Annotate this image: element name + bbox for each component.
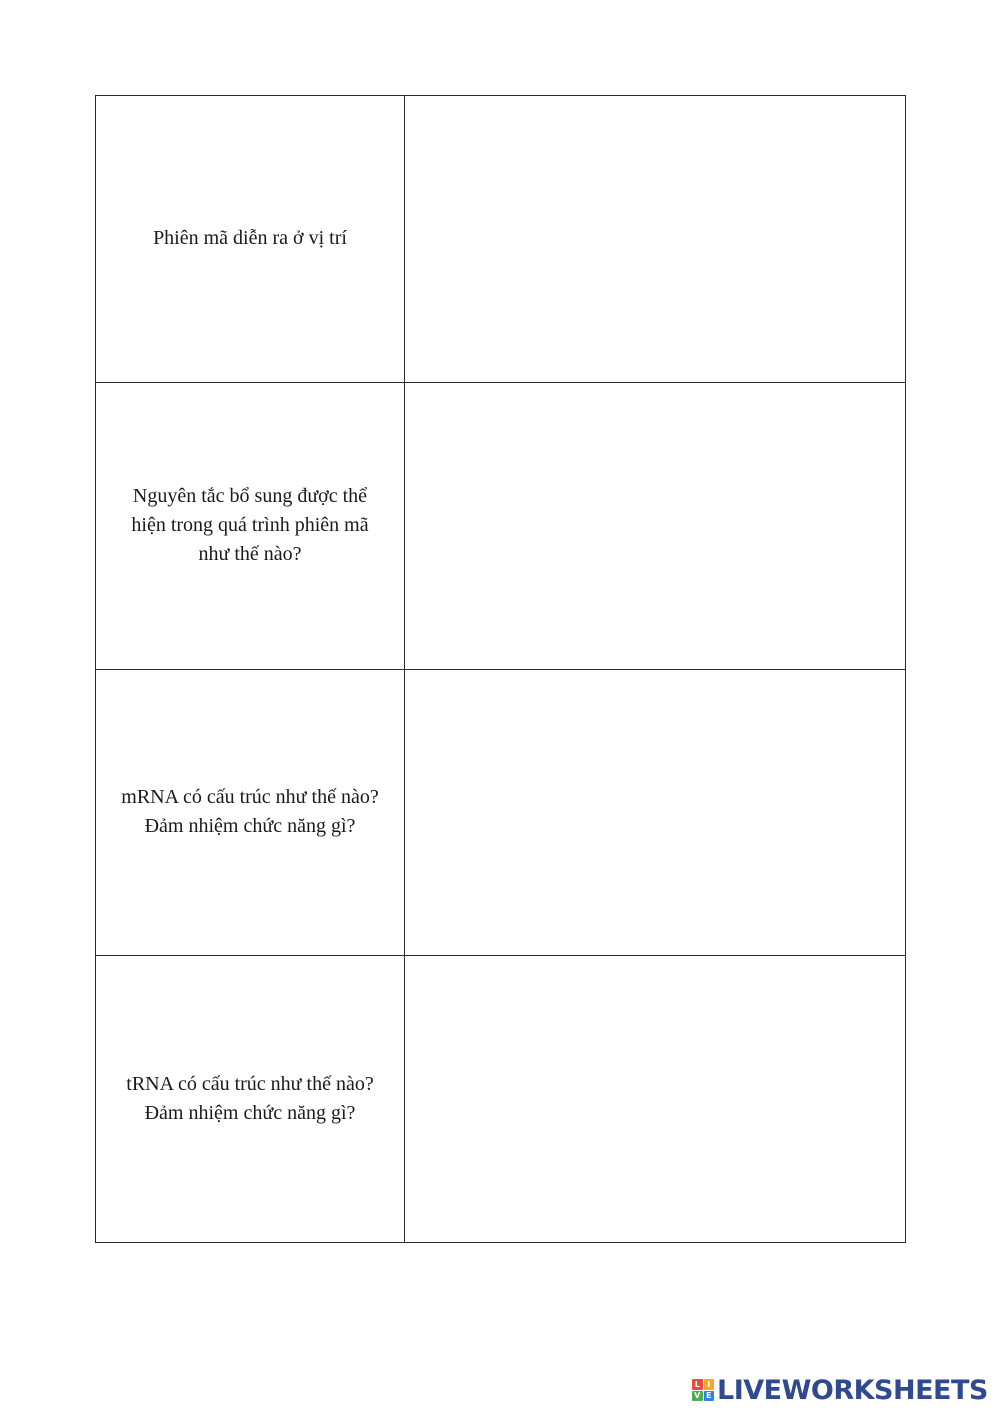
- question-cell: [96, 956, 405, 1243]
- answer-box[interactable]: [405, 956, 906, 1243]
- liveworksheets-logo-icon: [692, 1379, 714, 1401]
- answer-box[interactable]: [405, 382, 906, 669]
- logo-tile: V: [692, 1391, 703, 1402]
- question-cell: [96, 669, 405, 956]
- question-cell: [96, 96, 405, 383]
- logo-tile: I: [704, 1379, 715, 1390]
- liveworksheets-brand: [692, 1375, 988, 1405]
- question-text: mRNA có cấu trúc như thế nào? Đảm nhiệm chức năng gì?: [121, 786, 379, 838]
- question-text: tRNA có cấu trúc như thế nào? Đảm nhiệm chức năng gì?: [126, 1073, 374, 1125]
- question-cell: [96, 382, 405, 669]
- logo-tile: L: [692, 1379, 703, 1390]
- question-text: Phiên mã diễn ra ở vị trí: [153, 227, 347, 250]
- table-row: [96, 956, 906, 1243]
- table-row: [96, 669, 906, 956]
- brand-name: LIVEWORKSHEETS: [717, 1374, 988, 1406]
- table-row: [96, 96, 906, 383]
- worksheet-table: [95, 95, 906, 1243]
- table-row: [96, 382, 906, 669]
- question-text: Nguyên tắc bổ sung được thể hiện trong quá trình phiên mã như thế nào?: [131, 485, 369, 566]
- logo-tile: E: [704, 1391, 715, 1402]
- answer-box[interactable]: [405, 669, 906, 956]
- answer-box[interactable]: [405, 96, 906, 383]
